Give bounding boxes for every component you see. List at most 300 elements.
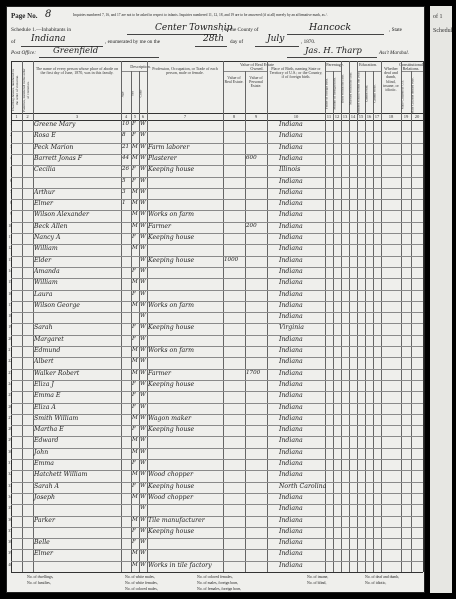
cell-name: Martha E bbox=[34, 426, 64, 434]
column-number-6: 6 bbox=[141, 113, 145, 119]
cell-sex: M bbox=[132, 369, 138, 376]
cell-name: William bbox=[34, 245, 58, 253]
cell-age: 3 bbox=[122, 188, 126, 195]
year-label: , 1870. bbox=[301, 39, 316, 45]
cell-name: Arthur bbox=[34, 188, 55, 196]
cell-age: 1 bbox=[122, 200, 126, 207]
cell-sex: F bbox=[132, 482, 136, 489]
cell-birthplace: Indiana bbox=[279, 234, 303, 241]
cell-color: W bbox=[140, 166, 146, 173]
line-number: 15 bbox=[8, 280, 12, 285]
cell-color: W bbox=[140, 539, 146, 546]
line-number: 1 bbox=[10, 122, 12, 126]
cell-color: W bbox=[140, 121, 146, 127]
cell-color: W bbox=[140, 369, 146, 376]
marshal-label: Ass't Marshal. bbox=[379, 50, 409, 56]
cell-birthplace: Indiana bbox=[279, 527, 303, 535]
cell-name: Margaret bbox=[34, 335, 64, 343]
cell-color: W bbox=[140, 245, 146, 252]
page-number: 8 bbox=[45, 9, 52, 20]
cell-occupation: Keeping house bbox=[148, 324, 195, 332]
cell-birthplace: Indiana bbox=[279, 279, 303, 287]
footer-families: No. of families, bbox=[27, 581, 51, 585]
cell-age: 26 bbox=[122, 166, 130, 173]
column-header-10: Place of Birth, naming State or Territory of U.S.; or the Country, if of foreign birth. bbox=[269, 66, 323, 80]
cell-color: W bbox=[140, 234, 146, 240]
state-label: , State bbox=[389, 27, 402, 33]
cell-sex: F bbox=[132, 177, 136, 184]
cell-color: W bbox=[140, 177, 146, 184]
column-header-1: Dwelling-houses, numbered in the order of visitation. bbox=[10, 69, 19, 111]
cell-birthplace: Indiana bbox=[279, 290, 303, 298]
cell-color: W bbox=[140, 550, 146, 557]
cell-name: Beck Allen bbox=[34, 222, 68, 230]
cell-color: W bbox=[140, 482, 146, 489]
column-header-13: Born within the year. bbox=[340, 74, 345, 103]
cell-birthplace: Indiana bbox=[279, 211, 303, 219]
group-description: Description. bbox=[130, 64, 151, 69]
cell-occupation: Works in tile factory bbox=[148, 561, 212, 569]
line-number: 30 bbox=[8, 449, 12, 454]
cell-sex: F bbox=[132, 132, 136, 139]
cell-color: W bbox=[140, 335, 146, 342]
footer-colored-females: No. of colored females, bbox=[197, 575, 233, 579]
cell-occupation: Tile manufacturer bbox=[148, 516, 205, 524]
cell-sex: F bbox=[132, 527, 136, 534]
cell-birthplace: Indiana bbox=[279, 392, 303, 400]
cell-birthplace: Indiana bbox=[279, 448, 303, 456]
cell-sex: M bbox=[132, 358, 138, 365]
column-number-13: 13 bbox=[342, 113, 348, 119]
cell-color: W bbox=[140, 222, 146, 229]
cell-sex: F bbox=[132, 234, 136, 240]
group-education: Education. bbox=[358, 62, 378, 67]
cell-sex: M bbox=[132, 301, 138, 308]
column-header-15: Attended school within the year. bbox=[356, 71, 361, 115]
cell-name: Albert bbox=[34, 358, 54, 366]
cell-color: W bbox=[140, 493, 146, 500]
cell-name: Nancy A bbox=[34, 234, 61, 241]
cell-name: Sarah bbox=[34, 324, 53, 332]
footer-insane: No. of insane, bbox=[307, 575, 329, 579]
cell-name: Laura bbox=[34, 290, 53, 298]
county-value: Hancock bbox=[309, 22, 352, 33]
cell-name: Rosa E bbox=[34, 132, 56, 140]
column-number-15: 15 bbox=[358, 113, 364, 119]
cell-birthplace: Indiana bbox=[279, 380, 303, 388]
cell-birthplace: Indiana bbox=[279, 505, 303, 513]
cell-sex: F bbox=[132, 539, 136, 546]
cell-color: W bbox=[140, 505, 146, 512]
cell-personal-estate: 1700 bbox=[246, 369, 261, 376]
cell-birthplace: Indiana bbox=[279, 460, 303, 467]
column-header-8: Value of Real Estate. bbox=[224, 75, 244, 85]
group-constitutional: Constitutional Relations. bbox=[399, 62, 423, 72]
column-number-14: 14 bbox=[350, 113, 356, 119]
line-number: 3 bbox=[10, 144, 12, 149]
cell-age: 21 bbox=[122, 143, 130, 150]
footer-idiotic: No. of idiotic, bbox=[365, 581, 387, 585]
enumerated-label: , enumerated by me on the bbox=[105, 39, 161, 45]
line-number: 38 bbox=[8, 540, 12, 545]
cell-birthplace: Indiana bbox=[279, 256, 303, 264]
cell-color: W bbox=[140, 267, 146, 274]
cell-color: W bbox=[140, 460, 146, 466]
cell-birthplace: Indiana bbox=[279, 539, 303, 547]
cell-sex: M bbox=[132, 200, 138, 207]
cell-birthplace: Indiana bbox=[279, 471, 303, 479]
footer-females-foreign: No. of females, foreign born, bbox=[197, 587, 242, 591]
cell-birthplace: Indiana bbox=[279, 121, 303, 128]
cell-personal-estate: 200 bbox=[246, 222, 257, 229]
cell-occupation: Keeping house bbox=[148, 527, 195, 535]
line-number: 5 bbox=[10, 167, 12, 172]
group-parentage: Parentage. bbox=[326, 62, 344, 67]
line-number: 27 bbox=[8, 415, 12, 420]
month-value: July bbox=[267, 34, 285, 44]
cell-color: W bbox=[140, 132, 146, 139]
column-number-11: 11 bbox=[326, 113, 332, 119]
column-number-10: 10 bbox=[293, 113, 299, 119]
cell-name: Edward bbox=[34, 437, 59, 445]
cell-sex: M bbox=[132, 222, 138, 229]
cell-name: Peck Marion bbox=[34, 143, 74, 151]
column-number-5: 5 bbox=[133, 113, 137, 119]
cell-color: W bbox=[140, 392, 146, 399]
cell-color: W bbox=[140, 313, 146, 320]
cell-color: W bbox=[140, 279, 146, 286]
cell-color: W bbox=[140, 200, 146, 207]
cell-name: Emma E bbox=[34, 392, 61, 400]
cell-name: Wilson George bbox=[34, 301, 80, 309]
cell-occupation: Farmer bbox=[148, 222, 172, 230]
line-number: 19 bbox=[8, 325, 12, 330]
cell-name: Greene Mary bbox=[34, 121, 76, 128]
group-value-estate: Value of Real Estate Owned. bbox=[239, 62, 275, 72]
cell-occupation: Farm laborer bbox=[148, 143, 190, 151]
cell-occupation: Works on farm bbox=[148, 347, 194, 354]
cell-sex: M bbox=[132, 143, 138, 150]
column-header-7: Profession, Occupation, or Trade of each person, male or female. bbox=[152, 66, 218, 76]
cell-name: Cecilia bbox=[34, 166, 56, 174]
cell-sex: M bbox=[132, 448, 138, 455]
line-number: 13 bbox=[8, 257, 12, 262]
post-office-label: Post Office: bbox=[11, 50, 36, 56]
cell-birthplace: Indiana bbox=[279, 403, 303, 411]
cell-sex: M bbox=[132, 347, 138, 353]
column-number-16: 16 bbox=[366, 113, 372, 119]
line-number: 9 bbox=[10, 212, 12, 217]
cell-birthplace: Indiana bbox=[279, 245, 303, 253]
cell-birthplace: Indiana bbox=[279, 335, 303, 343]
cell-color: W bbox=[140, 471, 146, 478]
cell-occupation: Farmer bbox=[148, 369, 172, 377]
cell-color: W bbox=[140, 380, 146, 387]
cell-color: W bbox=[140, 301, 146, 308]
state-value: Indiana bbox=[31, 34, 66, 44]
cell-sex: F bbox=[132, 290, 136, 297]
cell-birthplace: Indiana bbox=[279, 143, 303, 151]
instruction-text: Inquiries numbered 7, 16, and 17 are not to be asked in respect to infants. Inquiries numbered 11, 12, 18, and 19 are to be answered (if at all) merely by an affirmative mark, as /. bbox=[73, 13, 328, 17]
cell-real-estate: 1000 bbox=[224, 256, 239, 263]
cell-sex: F bbox=[132, 267, 136, 274]
cell-occupation: Keeping house bbox=[148, 482, 195, 490]
column-header-19: Male Citizens of U.S. bbox=[400, 79, 405, 109]
cell-sex: M bbox=[132, 188, 138, 195]
column-number-17: 17 bbox=[374, 113, 380, 119]
cell-birthplace: North Carolina bbox=[279, 482, 327, 490]
cell-sex: M bbox=[132, 561, 138, 568]
line-number: 34 bbox=[8, 494, 12, 499]
cell-birthplace: Indiana bbox=[279, 516, 303, 524]
cell-birthplace: Indiana bbox=[279, 188, 303, 196]
footer-deaf: No. of deaf and dumb, bbox=[365, 575, 400, 579]
column-number-19: 19 bbox=[403, 113, 409, 119]
cell-birthplace: Indiana bbox=[279, 347, 303, 354]
cell-birthplace: Indiana bbox=[279, 493, 303, 501]
cell-color: W bbox=[140, 211, 146, 218]
page-label: Page No. bbox=[11, 12, 38, 20]
cell-birthplace: Illinois bbox=[279, 166, 301, 174]
cell-occupation: Wood chopper bbox=[148, 493, 194, 501]
cell-name: Wilson Alexander bbox=[34, 211, 89, 219]
cell-birthplace: Indiana bbox=[279, 222, 303, 230]
cell-color: W bbox=[140, 448, 146, 455]
column-number-4: 4 bbox=[124, 113, 128, 119]
footer-white-males: No. of white males, bbox=[125, 575, 155, 579]
line-number: 32 bbox=[8, 472, 12, 477]
cell-sex: F bbox=[132, 392, 136, 399]
census-sheet bbox=[6, 6, 425, 593]
cell-color: W bbox=[140, 324, 146, 331]
post-office-value: Greenfield bbox=[53, 46, 99, 56]
cell-occupation: Works on farm bbox=[148, 301, 194, 309]
line-number: 29 bbox=[8, 438, 12, 443]
cell-name: John bbox=[34, 448, 49, 456]
cell-sex: F bbox=[132, 426, 136, 433]
cell-occupation: Keeping house bbox=[148, 234, 195, 241]
cell-color: W bbox=[140, 561, 146, 568]
cell-color: W bbox=[140, 437, 146, 444]
cell-color: W bbox=[140, 414, 146, 421]
cell-name: Barrett Jonas F bbox=[34, 154, 83, 162]
enumerator-signature: Jas. H. Tharp bbox=[305, 46, 362, 56]
line-number: 16 bbox=[8, 291, 12, 296]
cell-name: Walker Robert bbox=[34, 369, 80, 377]
cell-name: Sarah A bbox=[34, 482, 59, 490]
line-number: 8 bbox=[10, 201, 12, 206]
column-header-17: Cannot write. bbox=[372, 83, 377, 103]
cell-name: Smith William bbox=[34, 414, 79, 422]
cell-age: 44 bbox=[122, 154, 130, 161]
footer-males-foreign: No. of males, foreign born, bbox=[197, 581, 239, 585]
line-number: 14 bbox=[8, 268, 12, 273]
cell-occupation: Keeping house bbox=[148, 380, 195, 388]
cell-sex: M bbox=[132, 437, 138, 444]
cell-age: 8 bbox=[122, 132, 126, 139]
column-header-3: The name of every person whose place of abode on the first day of June, 1870, was in this family. bbox=[35, 66, 119, 76]
line-number: 24 bbox=[8, 381, 12, 386]
footer-dwellings: No. of dwellings, bbox=[27, 575, 54, 579]
cell-birthplace: Indiana bbox=[279, 550, 303, 558]
cell-name: Parker bbox=[34, 516, 55, 524]
column-number-1: 1 bbox=[15, 113, 18, 119]
line-number: 40 bbox=[8, 562, 12, 567]
cell-name: Amanda bbox=[34, 267, 60, 275]
cell-birthplace: Indiana bbox=[279, 301, 303, 309]
column-number-20: 20 bbox=[414, 113, 420, 119]
column-header-2: Families, numbered in the order of visitation. bbox=[21, 68, 30, 112]
edge-text-1: of 1 bbox=[433, 14, 443, 20]
column-number-3: 3 bbox=[75, 113, 79, 119]
cell-sex: M bbox=[132, 211, 138, 218]
cell-name: Eliza A bbox=[34, 403, 56, 411]
cell-color: W bbox=[140, 527, 146, 534]
line-number: 11 bbox=[8, 235, 12, 239]
line-number: 25 bbox=[8, 393, 12, 398]
cell-sex: M bbox=[132, 279, 138, 286]
cell-name: William bbox=[34, 279, 58, 287]
column-number-2: 2 bbox=[26, 113, 29, 119]
column-header-12: Mother of foreign birth. bbox=[332, 76, 337, 110]
column-header-11: Father of foreign birth. bbox=[324, 77, 329, 109]
line-number: 28 bbox=[8, 427, 12, 432]
cell-birthplace: Indiana bbox=[279, 200, 303, 208]
line-number: 7 bbox=[10, 189, 12, 194]
cell-birthplace: Indiana bbox=[279, 313, 303, 321]
cell-occupation: Keeping house bbox=[148, 166, 195, 174]
line-number: 33 bbox=[8, 483, 12, 488]
line-number: 37 bbox=[8, 528, 12, 533]
cell-color: W bbox=[140, 256, 146, 263]
column-header-9: Value of Personal Estate. bbox=[249, 75, 263, 89]
cell-occupation: Wagon maker bbox=[148, 414, 192, 422]
cell-sex: M bbox=[132, 471, 138, 478]
cell-color: W bbox=[140, 188, 146, 195]
schedule-title: Schedule 1.—Inhabitants in bbox=[11, 27, 72, 33]
cell-sex: M bbox=[132, 550, 138, 557]
cell-occupation: Works on farm bbox=[148, 211, 194, 219]
line-number: 31 bbox=[8, 461, 12, 465]
township-value: Center Township bbox=[155, 23, 233, 33]
edge-text-2: Schedul bbox=[433, 28, 453, 34]
column-header-6: Color bbox=[138, 89, 143, 97]
line-number: 4 bbox=[10, 155, 12, 160]
cell-birthplace: Indiana bbox=[279, 358, 303, 366]
line-number: 39 bbox=[8, 551, 12, 556]
column-header-18: Whether deaf and dumb, blind, insane, or idiotic. bbox=[383, 66, 399, 92]
cell-occupation: Keeping house bbox=[148, 256, 195, 264]
column-number-7: 7 bbox=[183, 113, 187, 119]
cell-color: W bbox=[140, 403, 146, 410]
cell-sex: M bbox=[132, 154, 138, 161]
cell-birthplace: Indiana bbox=[279, 267, 303, 275]
cell-birthplace: Indiana bbox=[279, 369, 303, 377]
cell-name: Belle bbox=[34, 539, 50, 547]
line-number: 21 bbox=[8, 348, 12, 352]
line-number: 6 bbox=[10, 178, 12, 183]
cell-sex: F bbox=[132, 166, 136, 173]
cell-sex: M bbox=[132, 516, 138, 523]
cell-age: 5 bbox=[122, 177, 126, 184]
cell-birthplace: Virginia bbox=[279, 324, 304, 332]
line-number: 26 bbox=[8, 404, 12, 409]
footer-colored-males: No. of colored males, bbox=[125, 587, 158, 591]
cell-sex: M bbox=[132, 414, 138, 421]
cell-birthplace: Indiana bbox=[279, 414, 303, 422]
of-label: of bbox=[11, 39, 16, 45]
line-number: 20 bbox=[8, 336, 12, 341]
cell-occupation: Wood chopper bbox=[148, 471, 194, 479]
cell-name: Elmer bbox=[34, 200, 53, 208]
county-label: , in the County of bbox=[222, 27, 259, 33]
cell-sex: F bbox=[132, 324, 136, 331]
cell-birthplace: Indiana bbox=[279, 437, 303, 445]
cell-birthplace: Indiana bbox=[279, 177, 303, 185]
cell-name: Hatchett William bbox=[34, 471, 88, 479]
line-number: 12 bbox=[8, 246, 12, 251]
cell-color: W bbox=[140, 426, 146, 433]
cell-sex: M bbox=[132, 245, 138, 252]
line-number: 10 bbox=[8, 223, 12, 228]
column-header-14: Married within the year. bbox=[348, 72, 353, 105]
cell-color: W bbox=[140, 358, 146, 365]
adjacent-page-edge bbox=[430, 6, 452, 593]
cell-birthplace: Indiana bbox=[279, 132, 303, 140]
cell-sex: F bbox=[132, 403, 136, 410]
column-number-8: 8 bbox=[232, 113, 236, 119]
line-number: 22 bbox=[8, 359, 12, 364]
cell-color: W bbox=[140, 290, 146, 297]
cell-name: Elmer bbox=[34, 550, 53, 558]
cell-color: W bbox=[140, 347, 146, 353]
cell-birthplace: Indiana bbox=[279, 154, 303, 162]
column-header-16: Cannot read. bbox=[364, 84, 369, 102]
column-number-18: 18 bbox=[388, 113, 394, 119]
line-number: 17 bbox=[8, 302, 12, 307]
cell-occupation: Keeping house bbox=[148, 426, 195, 434]
column-number-12: 12 bbox=[334, 113, 340, 119]
line-number: 35 bbox=[8, 506, 12, 511]
cell-name: Eliza J bbox=[34, 380, 54, 388]
cell-name: Emma bbox=[34, 460, 54, 467]
cell-color: W bbox=[140, 516, 146, 523]
cell-name: Elder bbox=[34, 256, 52, 264]
footer-white-females: No. of white females, bbox=[125, 581, 158, 585]
cell-sex: F bbox=[132, 335, 136, 342]
cell-birthplace: Indiana bbox=[279, 426, 303, 434]
line-number: 2 bbox=[10, 133, 12, 138]
cell-name: Joseph bbox=[34, 493, 55, 501]
column-header-4: Age bbox=[120, 91, 125, 97]
cell-name: Edmund bbox=[34, 347, 61, 354]
column-header-5: Sex bbox=[130, 90, 135, 96]
line-number: 23 bbox=[8, 370, 12, 375]
cell-occupation: Plasterer bbox=[148, 154, 177, 162]
line-number: 18 bbox=[8, 314, 12, 319]
cell-sex: M bbox=[132, 493, 138, 500]
column-header-20: Male Citizens denied vote. bbox=[410, 76, 415, 114]
line-number: 36 bbox=[8, 517, 12, 522]
cell-sex: F bbox=[132, 460, 136, 466]
cell-color: W bbox=[140, 154, 146, 161]
cell-sex: F bbox=[132, 121, 136, 127]
cell-color: W bbox=[140, 143, 146, 150]
cell-age: 10 bbox=[122, 121, 130, 127]
cell-personal-estate: 600 bbox=[246, 154, 257, 161]
day-of-label: day of bbox=[230, 39, 244, 45]
footer-blind: No. of blind, bbox=[307, 581, 327, 585]
